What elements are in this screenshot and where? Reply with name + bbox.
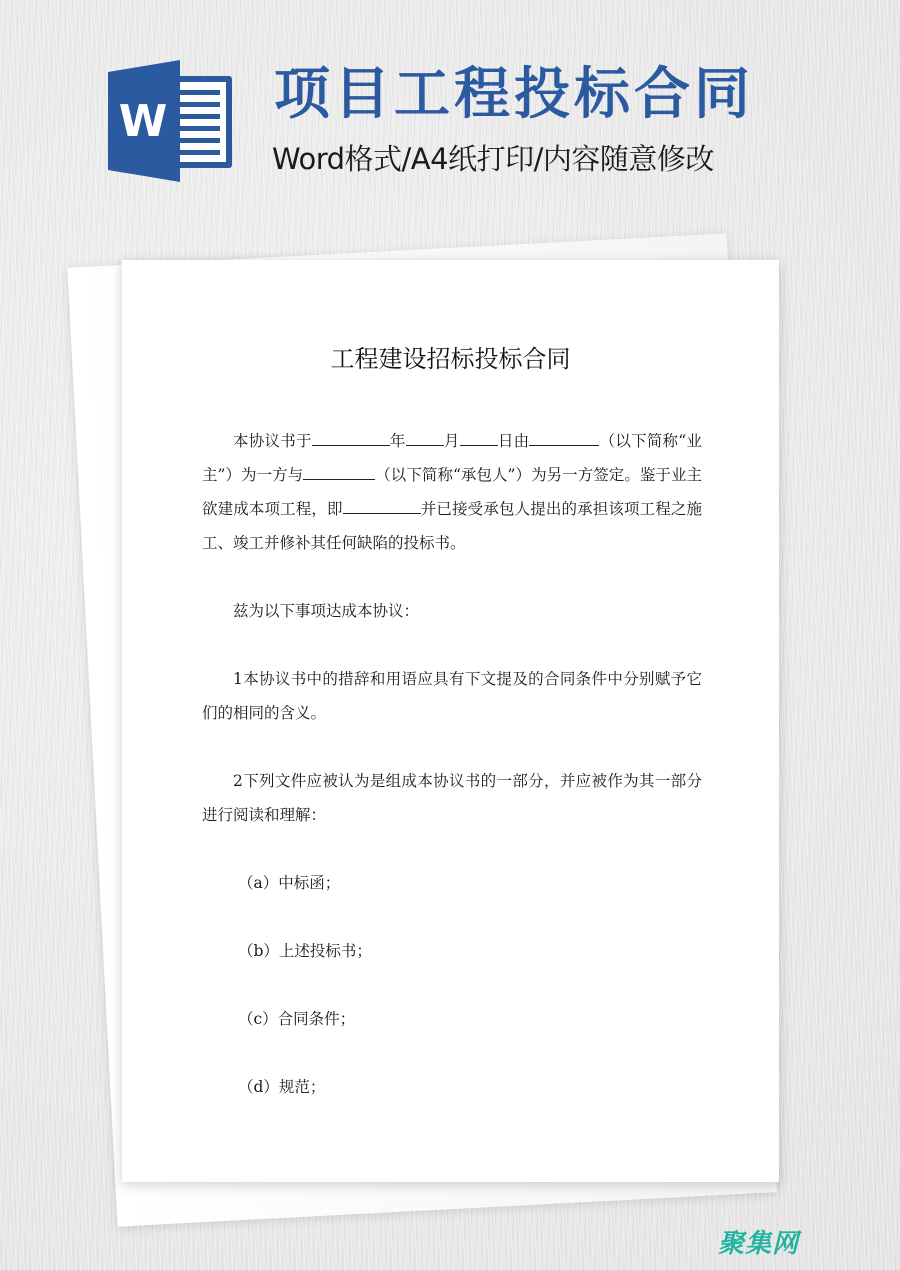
document-page [122,260,779,1182]
blank-field-month [406,426,444,446]
paragraph-agreement-intro [202,424,702,560]
list-item: （a）中标函； [238,874,341,892]
text-segment: 月 [443,432,460,450]
blank-field-owner [529,426,599,446]
svg-text:W: W [118,96,168,147]
blank-field-day [460,426,498,446]
text-segment: （以下简称“业主”）为一方与 [202,432,702,484]
paragraph-clause-1: 1本协议书中的措辞和用语应具有下文提及的合同条件中分别赋予它们的相同的含义。 [202,670,702,722]
document-title: 工程建设招标投标合同 [330,345,571,373]
text-segment: 本协议书于 [233,432,312,450]
list-item: （b）上述投标书； [238,942,372,960]
word-document-icon [108,60,234,182]
blank-field-contractor [303,460,375,480]
header-subtitle: Word格式/A4纸打印/内容随意修改 [272,142,714,176]
text-segment: 年 [389,432,406,450]
blank-field-project [343,494,421,514]
text-segment: （以下简称“承包人”）为另一方签定。鉴于业主欲建成本项工程，即 [202,466,702,518]
list-item: （d）规范； [238,1078,326,1096]
paragraph-agreement-terms: 兹为以下事项达成本协议： [233,602,420,620]
text-segment: 并已接受承包人提出的承担该项工程之施工、竣工并修补其任何缺陷的投标书。 [202,500,702,552]
text-segment: 日由 [497,432,530,450]
header-title: 项目工程投标合同 [274,62,754,127]
blank-field-date [312,426,390,446]
watermark-logo: 聚集网 [718,1229,800,1259]
document-body [202,424,702,1104]
paragraph-clause-2: 2下列文件应被认为是组成本协议书的一部分，并应被作为其一部分进行阅读和理解： [202,772,702,824]
list-item: （c）合同条件； [238,1010,356,1028]
